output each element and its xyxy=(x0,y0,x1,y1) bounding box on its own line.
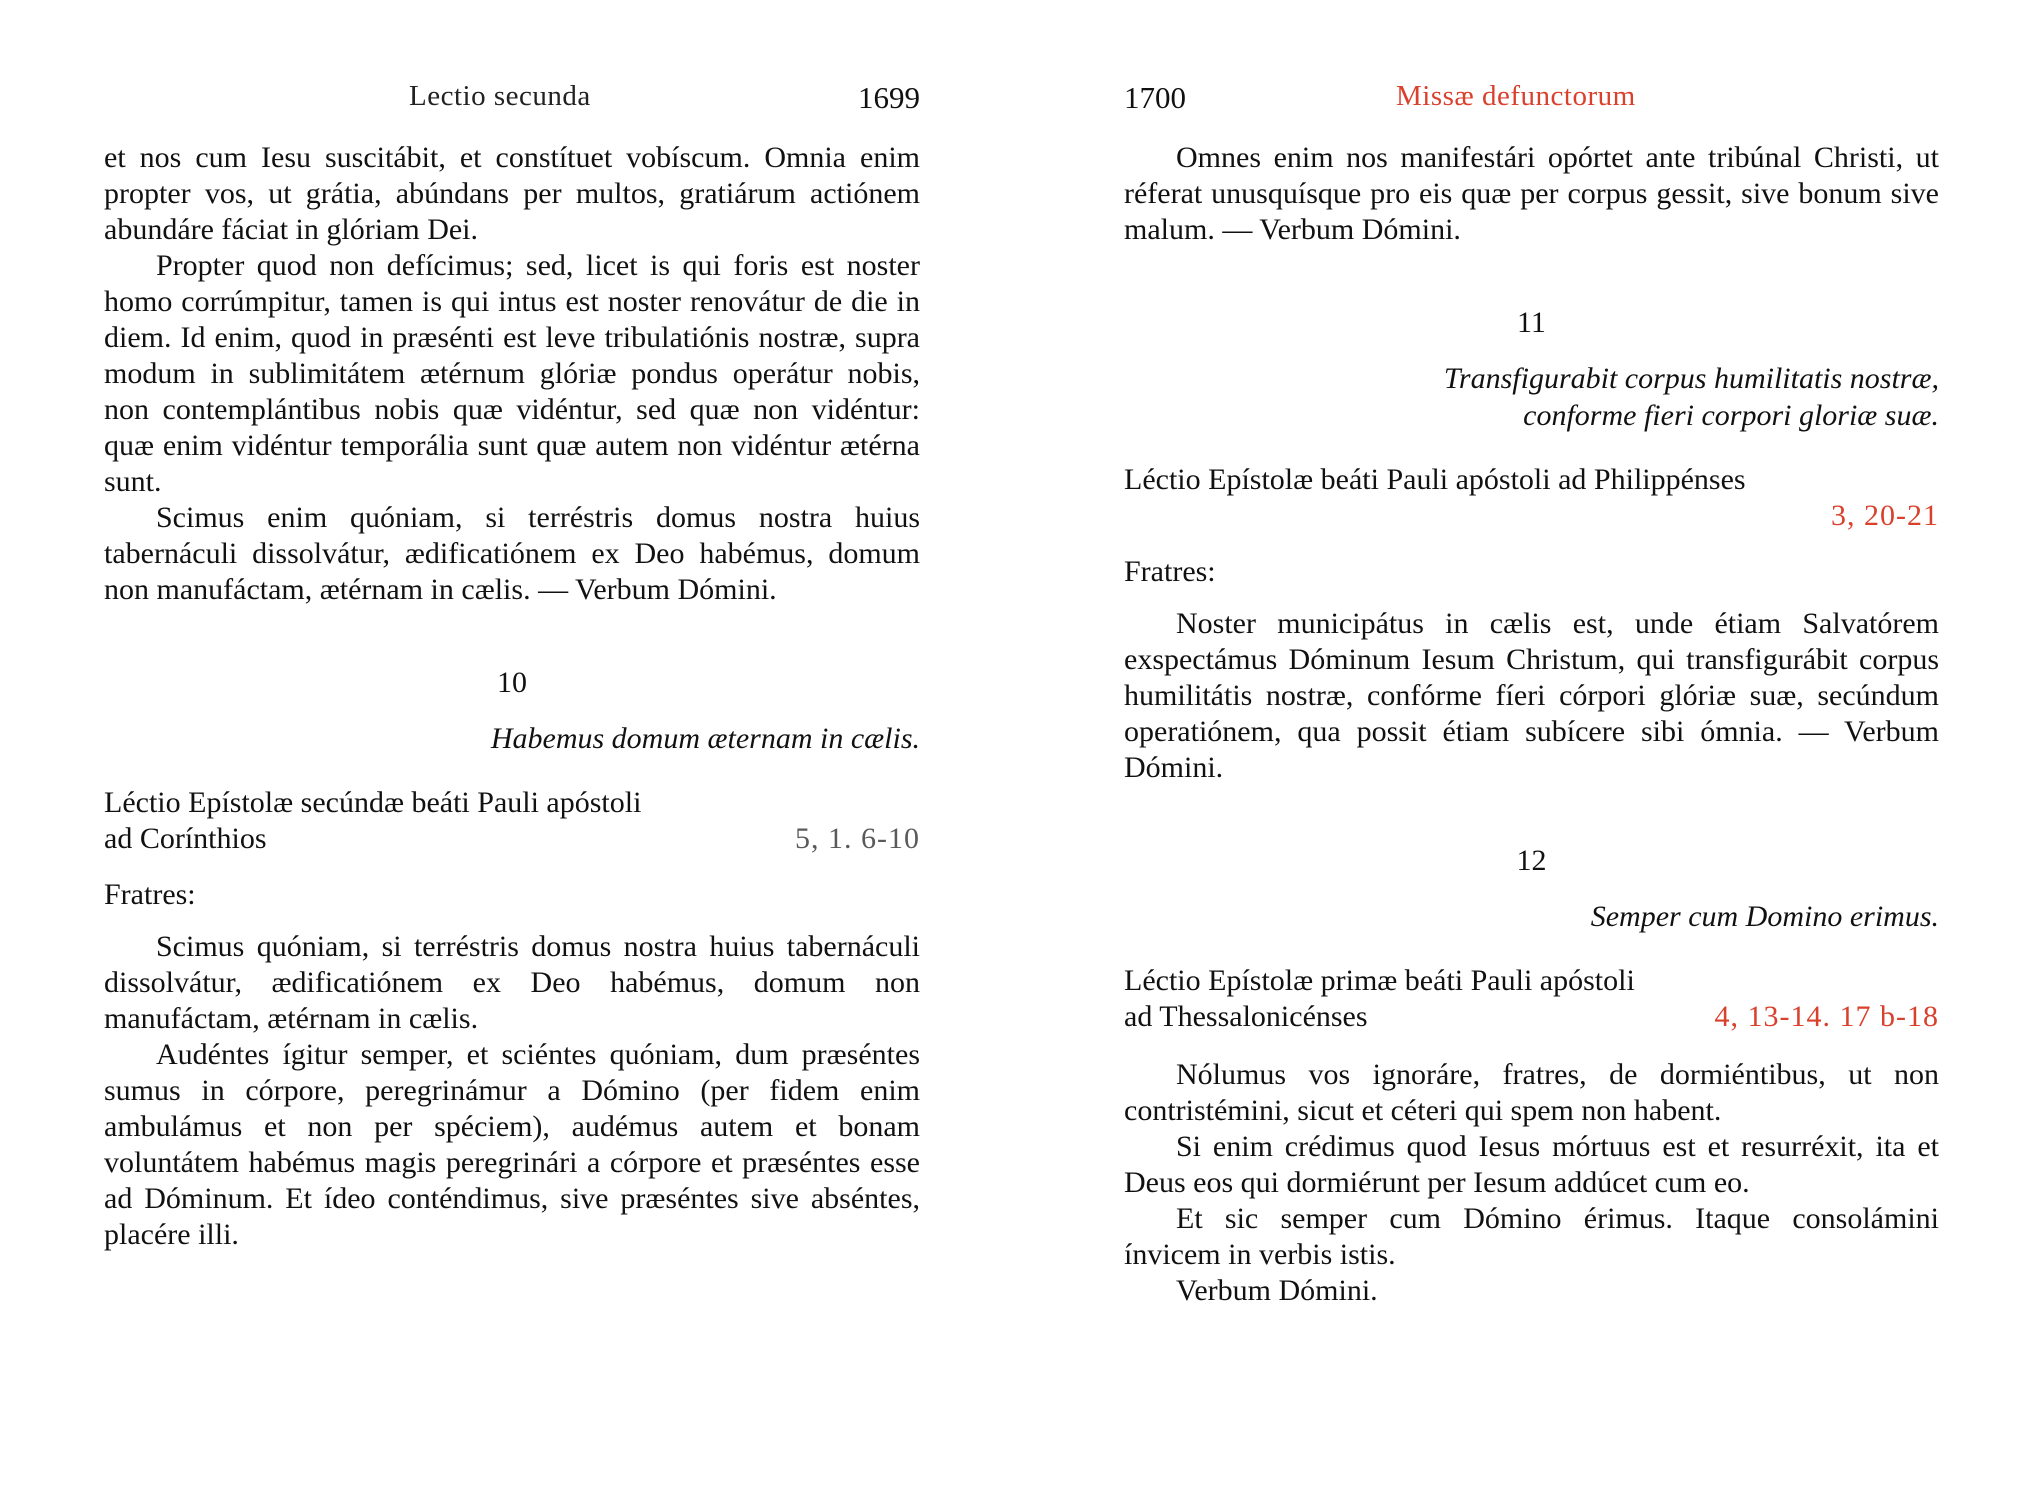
running-title: Lectio secunda xyxy=(409,80,591,112)
paragraph: Si enim crédimus quod Iesus mórtuus est et resurréxit, ita et Deus eos qui dormiérunt per Iesum addúcet cum eo. xyxy=(1124,1130,1939,1199)
heading-line: Léctio Epístolæ primæ beáti Pauli apóstoli xyxy=(1124,964,1635,997)
paragraph: Noster municipátus in cælis est, unde étiam Salvatórem exspectámus Dóminum Iesum Christum, qui transfigurábit corpus humilitátis nostræ, confórme fíeri córpori glóriæ suæ, secúndum operatiónem, qua possit étiam subícere sibi ómnia. — Verbum Dómini. xyxy=(1124,607,1939,784)
paragraph: Propter quod non defícimus; sed, licet is qui foris est noster homo corrúmpitur, tamen is qui intus est noster renovátur de die in diem. Id enim, quod in præsénti est leve tribulatiónis nostræ, supra modum in sublimitátem ætérnum glóriæ pondus operátur nobis, non contemplántibus nobis quæ vidéntur, sed quæ non vidéntur: quæ enim vidéntur temporália sunt quæ autem non vidéntur ætérna sunt. xyxy=(104,249,920,498)
section-number: 11 xyxy=(1517,306,1546,339)
section-number: 12 xyxy=(1516,844,1547,877)
reading-heading xyxy=(104,785,920,857)
left-continued-text xyxy=(104,140,920,608)
heading-line: Léctio Epístolæ beáti Pauli apóstoli ad Philippénses xyxy=(1124,463,1746,496)
right-page xyxy=(1124,0,1939,1500)
scripture-reference: 5, 1. 6-10 xyxy=(795,822,920,855)
paragraph: Scimus enim quóniam, si terréstris domus nostra huius tabernáculi dissolvátur, ædificatiónem ex Deo habémus, domum non manufáctam, ætérnam in cælis. — Verbum Dómini. xyxy=(104,501,920,606)
paragraph: Nólumus vos ignoráre, fratres, de dormiéntibus, ut non contristémini, sicut et céteri qui spem non habent. xyxy=(1124,1058,1939,1127)
left-page xyxy=(104,0,920,1500)
page-number: 1699 xyxy=(858,80,920,115)
section-motto: Semper cum Domino erimus. xyxy=(1590,900,1939,933)
paragraph: et nos cum Iesu suscitábit, et constítuet vobíscum. Omnia enim propter vos, ut grátia, abúndans per multos, gratiárum actiónem abundáre fáciat in glóriam Dei. xyxy=(104,141,920,246)
right-continued-text xyxy=(1124,140,1939,248)
heading-line xyxy=(1124,498,1939,534)
heading-line xyxy=(1124,999,1939,1035)
section-motto xyxy=(1124,360,1939,434)
paragraph: Et sic semper cum Dómino érimus. Itaque consolámini ínvicem in verbis istis. xyxy=(1124,1202,1939,1271)
paragraph: Omnes enim nos manifestári opórtet ante tribúnal Christi, ut réferat unusquísque pro eis quæ per corpus gessit, sive bonum sive malum. — Verbum Dómini. xyxy=(1124,141,1939,246)
reading-text xyxy=(1124,606,1939,786)
salutation: Fratres: xyxy=(1124,555,1216,588)
salutation: Fratres: xyxy=(104,878,196,911)
running-title: Missæ defunctorum xyxy=(1396,80,1636,112)
scripture-reference: 4, 13-14. 17 b-18 xyxy=(1714,1000,1939,1033)
heading-line: Léctio Epístolæ secúndæ beáti Pauli apóstoli xyxy=(104,786,642,819)
section-number: 10 xyxy=(497,666,527,699)
left-running-head xyxy=(104,80,920,140)
paragraph: Verbum Dómini. xyxy=(1176,1274,1378,1307)
heading-line xyxy=(104,821,920,857)
scripture-reference: 3, 20-21 xyxy=(1831,499,1939,532)
reading-heading xyxy=(1124,462,1939,534)
heading-text: ad Thessalonicénses xyxy=(1124,1000,1368,1033)
paragraph: Scimus quóniam, si terréstris domus nostra huius tabernáculi dissolvátur, ædificatiónem ex Deo habémus, domum non manufáctam, ætérnam in cælis. xyxy=(104,930,920,1035)
right-running-head xyxy=(1124,80,1939,140)
motto-line: Transfigurabit corpus humilitatis nostræ, xyxy=(1443,362,1939,395)
reading-heading xyxy=(1124,963,1939,1035)
section-motto: Habemus domum æternam in cælis. xyxy=(490,722,920,755)
page-number: 1700 xyxy=(1124,80,1186,115)
heading-text: ad Corínthios xyxy=(104,822,267,855)
reading-text xyxy=(104,929,920,1253)
motto-line: conforme fieri corpori gloriæ suæ. xyxy=(1523,399,1939,432)
paragraph: Audéntes ígitur semper, et sciéntes quóniam, dum præséntes sumus in córpore, peregrinámur a Dómino (per fidem enim ambulámus et non per spéciem), audémus autem et bonam voluntátem habémus magis peregrinári a córpore et præséntes esse ad Dóminum. Et ídeo conténdimus, sive præséntes sive abséntes, placére illi. xyxy=(104,1038,920,1251)
reading-text xyxy=(1124,1057,1939,1309)
